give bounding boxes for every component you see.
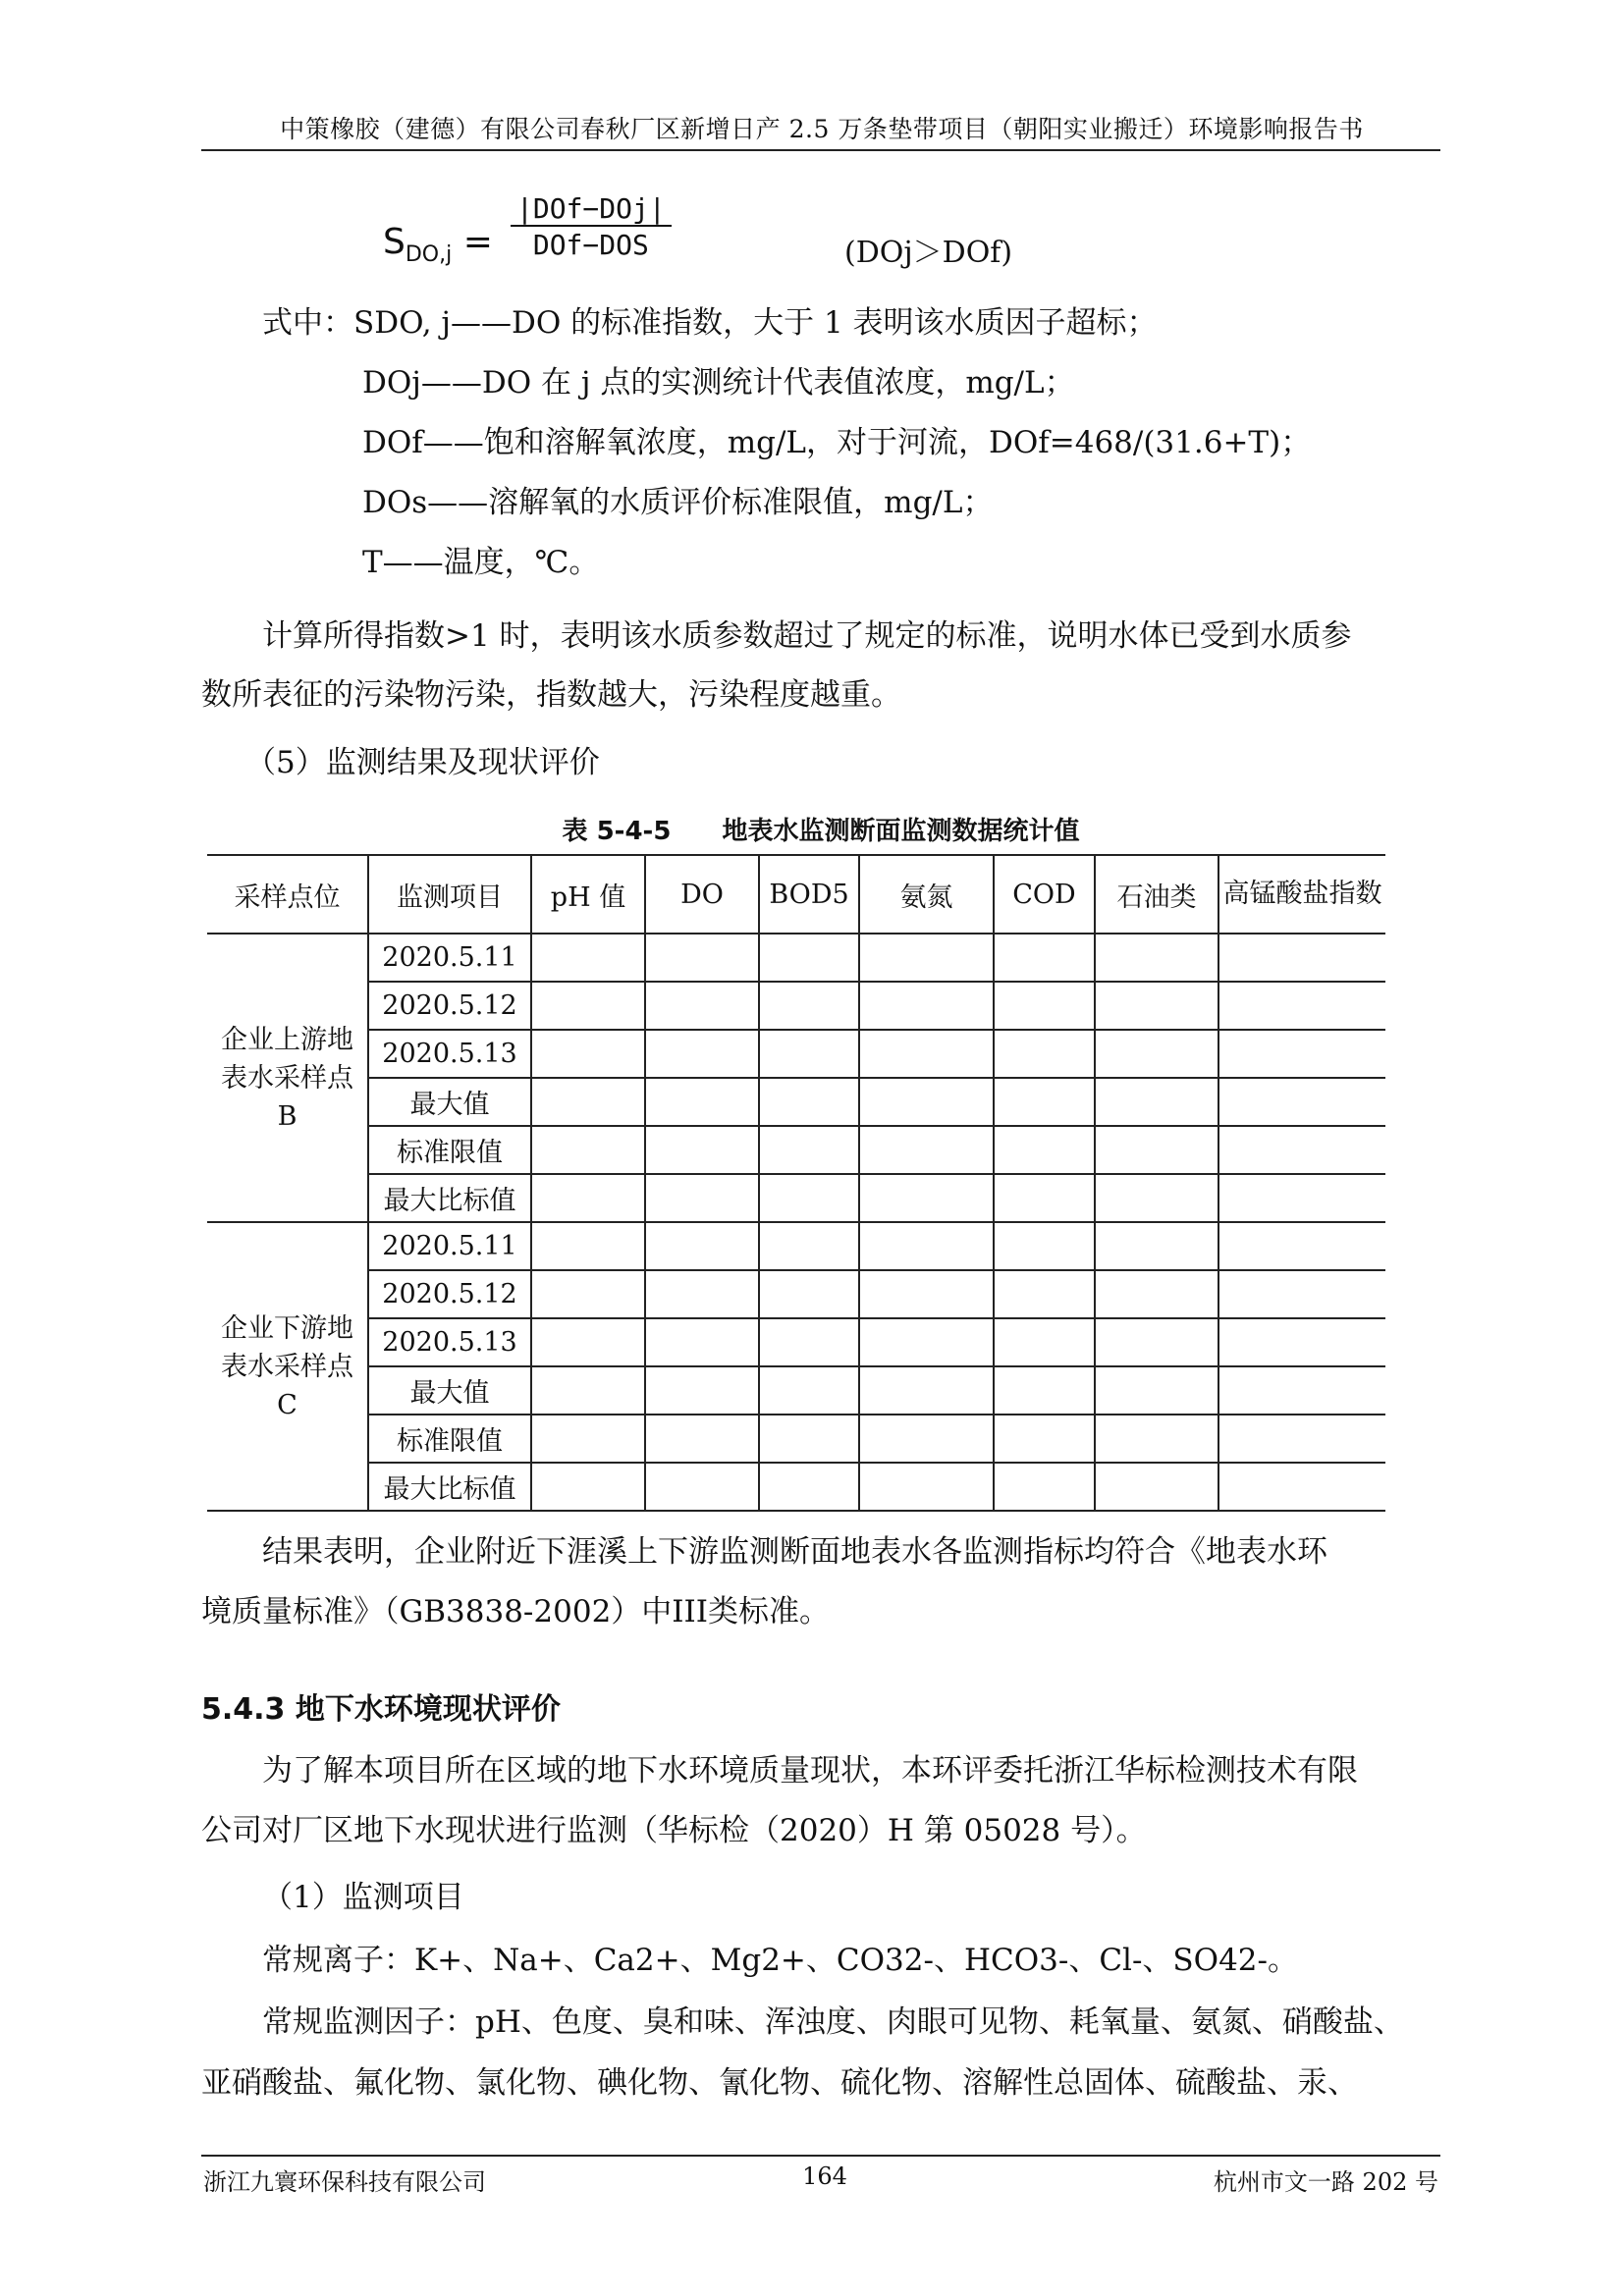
header-ammonia: 氨氮 — [859, 855, 994, 934]
item-5-heading: （5）监测结果及现状评价 — [245, 745, 600, 780]
factors-line2: 亚硝酸盐、氟化物、氯化物、碘化物、氰化物、硫化物、溶解性总固体、硫酸盐、汞、 — [201, 2065, 1358, 2101]
table-header-row — [207, 855, 1385, 934]
item-cell: 2020.5.12 — [368, 1270, 531, 1318]
footer-address: 杭州市文一路 202 号 — [1213, 2168, 1438, 2196]
header-cod: COD — [994, 855, 1095, 934]
site-cell-b: 企业上游地表水采样点 B — [207, 934, 368, 1222]
formula-numerator: |DOf−DOj| — [511, 192, 672, 227]
footer-company: 浙江九寰环保科技有限公司 — [203, 2168, 486, 2196]
item-1-heading: （1）监测项目 — [262, 1880, 464, 1915]
table-row — [207, 982, 1385, 1030]
item-cell: 2020.5.12 — [368, 982, 531, 1030]
item-cell: 2020.5.13 — [368, 1030, 531, 1078]
page-number: 164 — [802, 2163, 847, 2190]
paragraph-result-line1: 结果表明，企业附近下涯溪上下游监测断面地表水各监测指标均符合《地表水环 — [262, 1534, 1327, 1570]
paragraph-result-line2: 境质量标准》（GB3838-2002）中III类标准。 — [201, 1594, 831, 1629]
item-cell: 标准限值 — [368, 1126, 531, 1174]
formula-lhs: $S_{DO,j}$ = — [383, 222, 493, 268]
item-cell: 最大比标值 — [368, 1463, 531, 1511]
definition-sdo: 式中：SDO, j——DO 的标准指数，大于 1 表明该水质因子超标； — [262, 305, 1158, 341]
paragraph-index-line2: 数所表征的污染物污染，指数越大，污染程度越重。 — [201, 677, 901, 713]
table-row — [207, 1463, 1385, 1511]
header-permanganate: 高锰酸盐指数 — [1218, 855, 1385, 934]
item-cell: 2020.5.13 — [368, 1318, 531, 1366]
paragraph-index-line1: 计算所得指数>1 时，表明该水质参数超过了规定的标准，说明水体已受到水质参 — [262, 618, 1352, 654]
definition-t: T——温度，℃。 — [362, 545, 600, 580]
header-petroleum: 石油类 — [1095, 855, 1218, 934]
table-row — [207, 1318, 1385, 1366]
table-row — [207, 934, 1385, 982]
item-cell: 2020.5.11 — [368, 934, 531, 982]
table-row — [207, 1174, 1385, 1222]
item-cell: 最大比标值 — [368, 1174, 531, 1222]
definition-dos: DOs——溶解氧的水质评价标准限值，mg/L； — [362, 485, 994, 520]
table-row — [207, 1415, 1385, 1463]
header-rule — [201, 149, 1440, 151]
header-ph: pH 值 — [531, 855, 645, 934]
header-do: DO — [645, 855, 759, 934]
table-row — [207, 1030, 1385, 1078]
table-row — [207, 1270, 1385, 1318]
header-item: 监测项目 — [368, 855, 531, 934]
factors-line1: 常规监测因子：pH、色度、臭和味、浑浊度、肉眼可见物、耗氧量、氨氮、硝酸盐、 — [262, 2004, 1404, 2040]
footer-rule — [201, 2155, 1440, 2157]
definition-doj: DOj——DO 在 j 点的实测统计代表值浓度，mg/L； — [362, 365, 1075, 400]
header-bod5: BOD5 — [759, 855, 859, 934]
section-heading: 5.4.3 地下水环境现状评价 — [201, 1692, 561, 1727]
site-cell-c: 企业下游地表水采样点 C — [207, 1222, 368, 1511]
item-cell: 最大值 — [368, 1078, 531, 1126]
table-row — [207, 1366, 1385, 1415]
formula-condition: (DOj＞DOf) — [844, 236, 1013, 270]
table-caption: 表 5-4-5 地表水监测断面监测数据统计值 — [562, 817, 1080, 846]
table-row — [207, 1078, 1385, 1126]
item-cell: 标准限值 — [368, 1415, 531, 1463]
formula-denominator: DOf−DOS — [532, 229, 649, 261]
item-cell: 2020.5.11 — [368, 1222, 531, 1270]
page-header: 中策橡胶（建德）有限公司春秋厂区新增日产 2.5 万条垫带项目（朝阳实业搬迁）环境影响报告书 — [280, 115, 1364, 143]
paragraph-groundwater-line2: 公司对厂区地下水现状进行监测（华标检（2020）H 第 05028 号）。 — [201, 1813, 1147, 1848]
table-row — [207, 1126, 1385, 1174]
header-site: 采样点位 — [207, 855, 368, 934]
ions-line: 常规离子：K+、Na+、Ca2+、Mg2+、CO32-、HCO3-、Cl-、SO42-。 — [262, 1943, 1298, 1978]
monitoring-table — [207, 854, 1385, 1512]
paragraph-groundwater-line1: 为了解本项目所在区域的地下水环境质量现状，本环评委托浙江华标检测技术有限 — [262, 1753, 1358, 1789]
table-row — [207, 1222, 1385, 1270]
item-cell: 最大值 — [368, 1366, 531, 1415]
definition-dof: DOf——饱和溶解氧浓度，mg/L，对于河流，DOf=468/(31.6+T)； — [362, 425, 1312, 460]
formula-fraction — [511, 192, 672, 261]
